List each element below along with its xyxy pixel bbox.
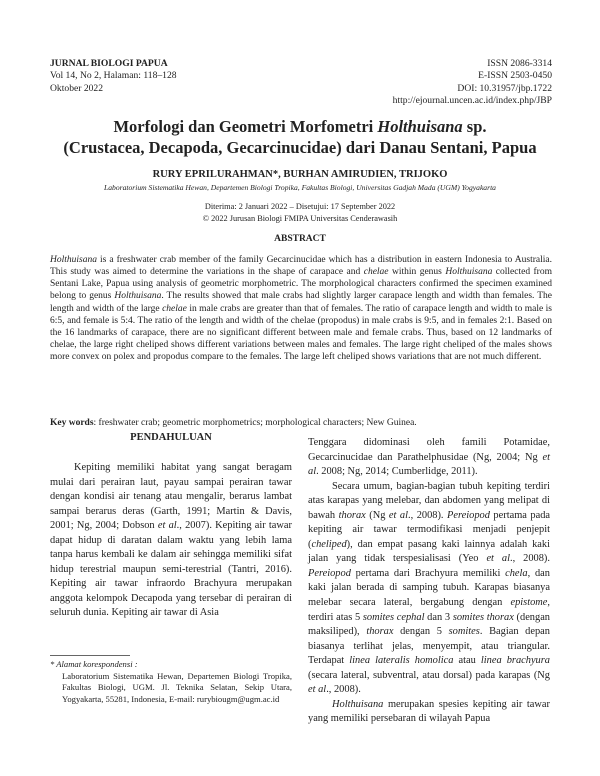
text-run: ., 2007). Kepiting air tawar dapat hidup di daratan dalam waktu yang lebih lama tanpa harus kembali ke dalam air sehingga memiliki sifat hidup terestrial maupun semi-terestrial (Tantri, 2016). Kepiting air tawar infraordo Brachyura merupakan anggota kelompok Decapoda yang tersebar di perairan di seluruh dunia. Kepiting air tawar di Asia xyxy=(50,520,292,619)
left-column xyxy=(50,461,292,621)
title-part: Morfologi dan Geometri Morfometri xyxy=(113,117,378,136)
footnote-divider xyxy=(50,655,130,656)
footnote xyxy=(50,659,292,705)
keywords xyxy=(50,418,417,428)
text-run: ), dan empat pasang kaki lainnya adalah kaki jalan yang tidak terspesialisasi (Yeo xyxy=(308,538,550,565)
text-run: dan 3 xyxy=(424,611,453,623)
italic-term: et al xyxy=(486,553,510,565)
title-line2: (Crustacea, Decapoda, Gecarcinucidae) dari Danau Sentani, Papua xyxy=(63,137,537,157)
eissn: E-ISSN 2503-0450 xyxy=(478,70,552,82)
italic-term: somites thorax xyxy=(452,611,514,623)
footnote-text: Laboratorium Sistematika Hewan, Departemen Biologi Tropika, Fakultas Biologi, UGM. Jl. Teknika Selatan, Sekip Utara, Yogyakarta, 55281, Indonesia, E-mail: rurybiougm@ugm.ac.id xyxy=(62,670,292,704)
italic-term: linea lateralis homolica xyxy=(349,655,454,667)
text-run: ., 2008). xyxy=(326,684,361,696)
text-run: pertama dari Brachyura memiliki xyxy=(350,567,506,579)
italic-term: Pereiopod xyxy=(308,567,351,579)
journal-date: Oktober 2022 xyxy=(50,82,104,94)
paper-title xyxy=(0,117,600,158)
italic-term: Holthuisana xyxy=(445,267,493,278)
italic-term: et al xyxy=(308,684,327,696)
journal-identifiers xyxy=(393,58,552,107)
journal-url[interactable]: http://ejournal.uncen.ac.id/index.php/JBP xyxy=(392,94,552,106)
keywords-label: Key words xyxy=(50,418,94,428)
text-run: Secara umum, bagian-bagian tubuh kepiting terdiri atas karapas yang melebar, dan abdomen yang melipat di bawah xyxy=(308,480,550,521)
italic-term: Holthuisana xyxy=(50,255,97,265)
keywords-text: : freshwater crab; geometric morphometrics; morphological characters; New Guinea. xyxy=(93,418,417,428)
copyright: © 2022 Jurusan Biologi FMIPA Universitas Cenderawasih xyxy=(202,213,398,223)
text-run: (dengan maksiliped), xyxy=(308,611,551,638)
italic-term: chelae xyxy=(363,267,389,278)
italic-term: thorax xyxy=(338,509,366,521)
paragraph xyxy=(308,698,550,727)
text-run: within genus xyxy=(388,267,446,278)
text-run: . 2008; Ng, 2014; Cumberlidge, 2011). xyxy=(316,466,478,478)
section-heading: PENDAHULUAN xyxy=(130,432,212,443)
italic-term: et al xyxy=(157,520,177,532)
paragraph xyxy=(50,461,292,621)
affiliation: Laboratorium Sistematika Hewan, Departemen Biologi Tropika, Fakultas Biologi, Universitas Gadjah Mada (UGM) Yogyakarta xyxy=(104,183,496,192)
text-run: Kepiting memiliki habitat yang sangat beragam mulai dari perairan laut, payau sampai perairan tawar dengan kondisi air tenang atau mengalir, berarus lambat sampai berarus deras (Garth, 1991; Martin & Davis, 2001; Ng, 2004; Dobson xyxy=(50,462,292,532)
journal-volume: Vol 14, No 2, Halaman: 118–128 xyxy=(50,70,177,82)
text-run: is a freshwater crab member of the family Gecarcinucidae which has a distribution in eastern Indonesia to Australia. This study was aimed to determine the variations in the shape of carapace and xyxy=(50,255,552,278)
italic-term: thorax xyxy=(366,626,394,638)
text-run: pertama pada kepiting air tawar termodifikasi menjadi penjepit ( xyxy=(308,509,551,550)
paragraph xyxy=(308,436,550,480)
text-run: ., 2008). xyxy=(509,553,550,565)
text-run: . The results showed that male crabs had slightly larger carapace length and width than females. The length and width of the large xyxy=(50,291,552,314)
italic-term: Holthuisana xyxy=(332,698,384,710)
text-run: (Ng xyxy=(365,509,389,521)
right-column xyxy=(308,436,550,727)
text-run: Tenggara didominasi oleh famili Potamidae, Gecarcinucidae dan Parathelphusidae (Ng, 2004; Ng xyxy=(308,437,550,463)
journal-name: JURNAL BIOLOGI PAPUA xyxy=(50,58,168,69)
italic-term: Holthuisana xyxy=(114,291,162,302)
text-run: dengan 5 xyxy=(393,626,449,638)
text-run: merupakan spesies kepiting air tawar yang memiliki persebaran di wilayah Papua xyxy=(308,698,550,725)
text-run: ., 2008). xyxy=(408,509,448,521)
italic-term: et al xyxy=(388,509,408,521)
abstract-body xyxy=(50,254,552,363)
italic-term: et al xyxy=(308,451,550,478)
italic-term: epistome xyxy=(510,597,548,609)
issn: ISSN 2086-3314 xyxy=(487,58,552,69)
title-part: sp. xyxy=(462,117,487,136)
text-run: , dan kaki jalan berada di samping tubuh. Karapas biasanya melebar secara lateral, bergabung dengan xyxy=(308,567,550,609)
italic-term: chela xyxy=(505,567,528,579)
text-run: collected from Sentani Lake, Papua using analysis of geometric morphometric. The morphological characters confirmed the specimen examined belong to genus xyxy=(50,267,552,302)
text-run: , terdiri atas 5 xyxy=(308,597,550,623)
doi: DOI: 10.31957/jbp.1722 xyxy=(457,82,552,94)
italic-term: chelae xyxy=(162,303,187,314)
italic-term: Pereiopod xyxy=(447,509,490,521)
italic-term: linea brachyura xyxy=(480,655,550,667)
authors: RURY EPRILURAHMAN*, BURHAN AMIRUDIEN, TRIJOKO xyxy=(152,169,448,180)
journal-info xyxy=(50,58,177,95)
italic-term: somites xyxy=(448,626,480,638)
title-genus: Holthuisana xyxy=(377,117,463,136)
italic-term: cheliped xyxy=(311,538,347,550)
text-run: (secara lateral, subventral, atau dorsal) pada karapas (Ng xyxy=(308,669,550,681)
text-run: atau xyxy=(453,655,481,667)
abstract-heading: ABSTRACT xyxy=(274,234,326,244)
text-run: . Bagian depan biasanya terlihat jelas, menyempit, atau triangular. Terdapat xyxy=(308,626,550,667)
italic-term: somites cephal xyxy=(362,611,425,623)
received-accepted: Diterima: 2 Januari 2022 – Disetujui: 17 September 2022 xyxy=(204,202,396,211)
paragraph xyxy=(308,480,550,698)
text-run: in male crabs are greater than that of females. The ratio of carapace length and width to male is 6:5, and female is 5:4. The ratio of the length and width of the chelae (propodus) in male crabs is 9:5, and in females 2:1. Based on the 16 landmarks of carapace, there are no significant different between male and female crabs. Thus, based on 12 landmarks of chelae, the large right cheliped shows different variations between males and females. The large right cheliped of the males shows more convex on polex and propodus compare to the females. The large left cheliped shows variations that are not much different. xyxy=(50,303,552,363)
footnote-label: * Alamat korespondensi : xyxy=(50,659,138,669)
dates xyxy=(0,201,600,224)
